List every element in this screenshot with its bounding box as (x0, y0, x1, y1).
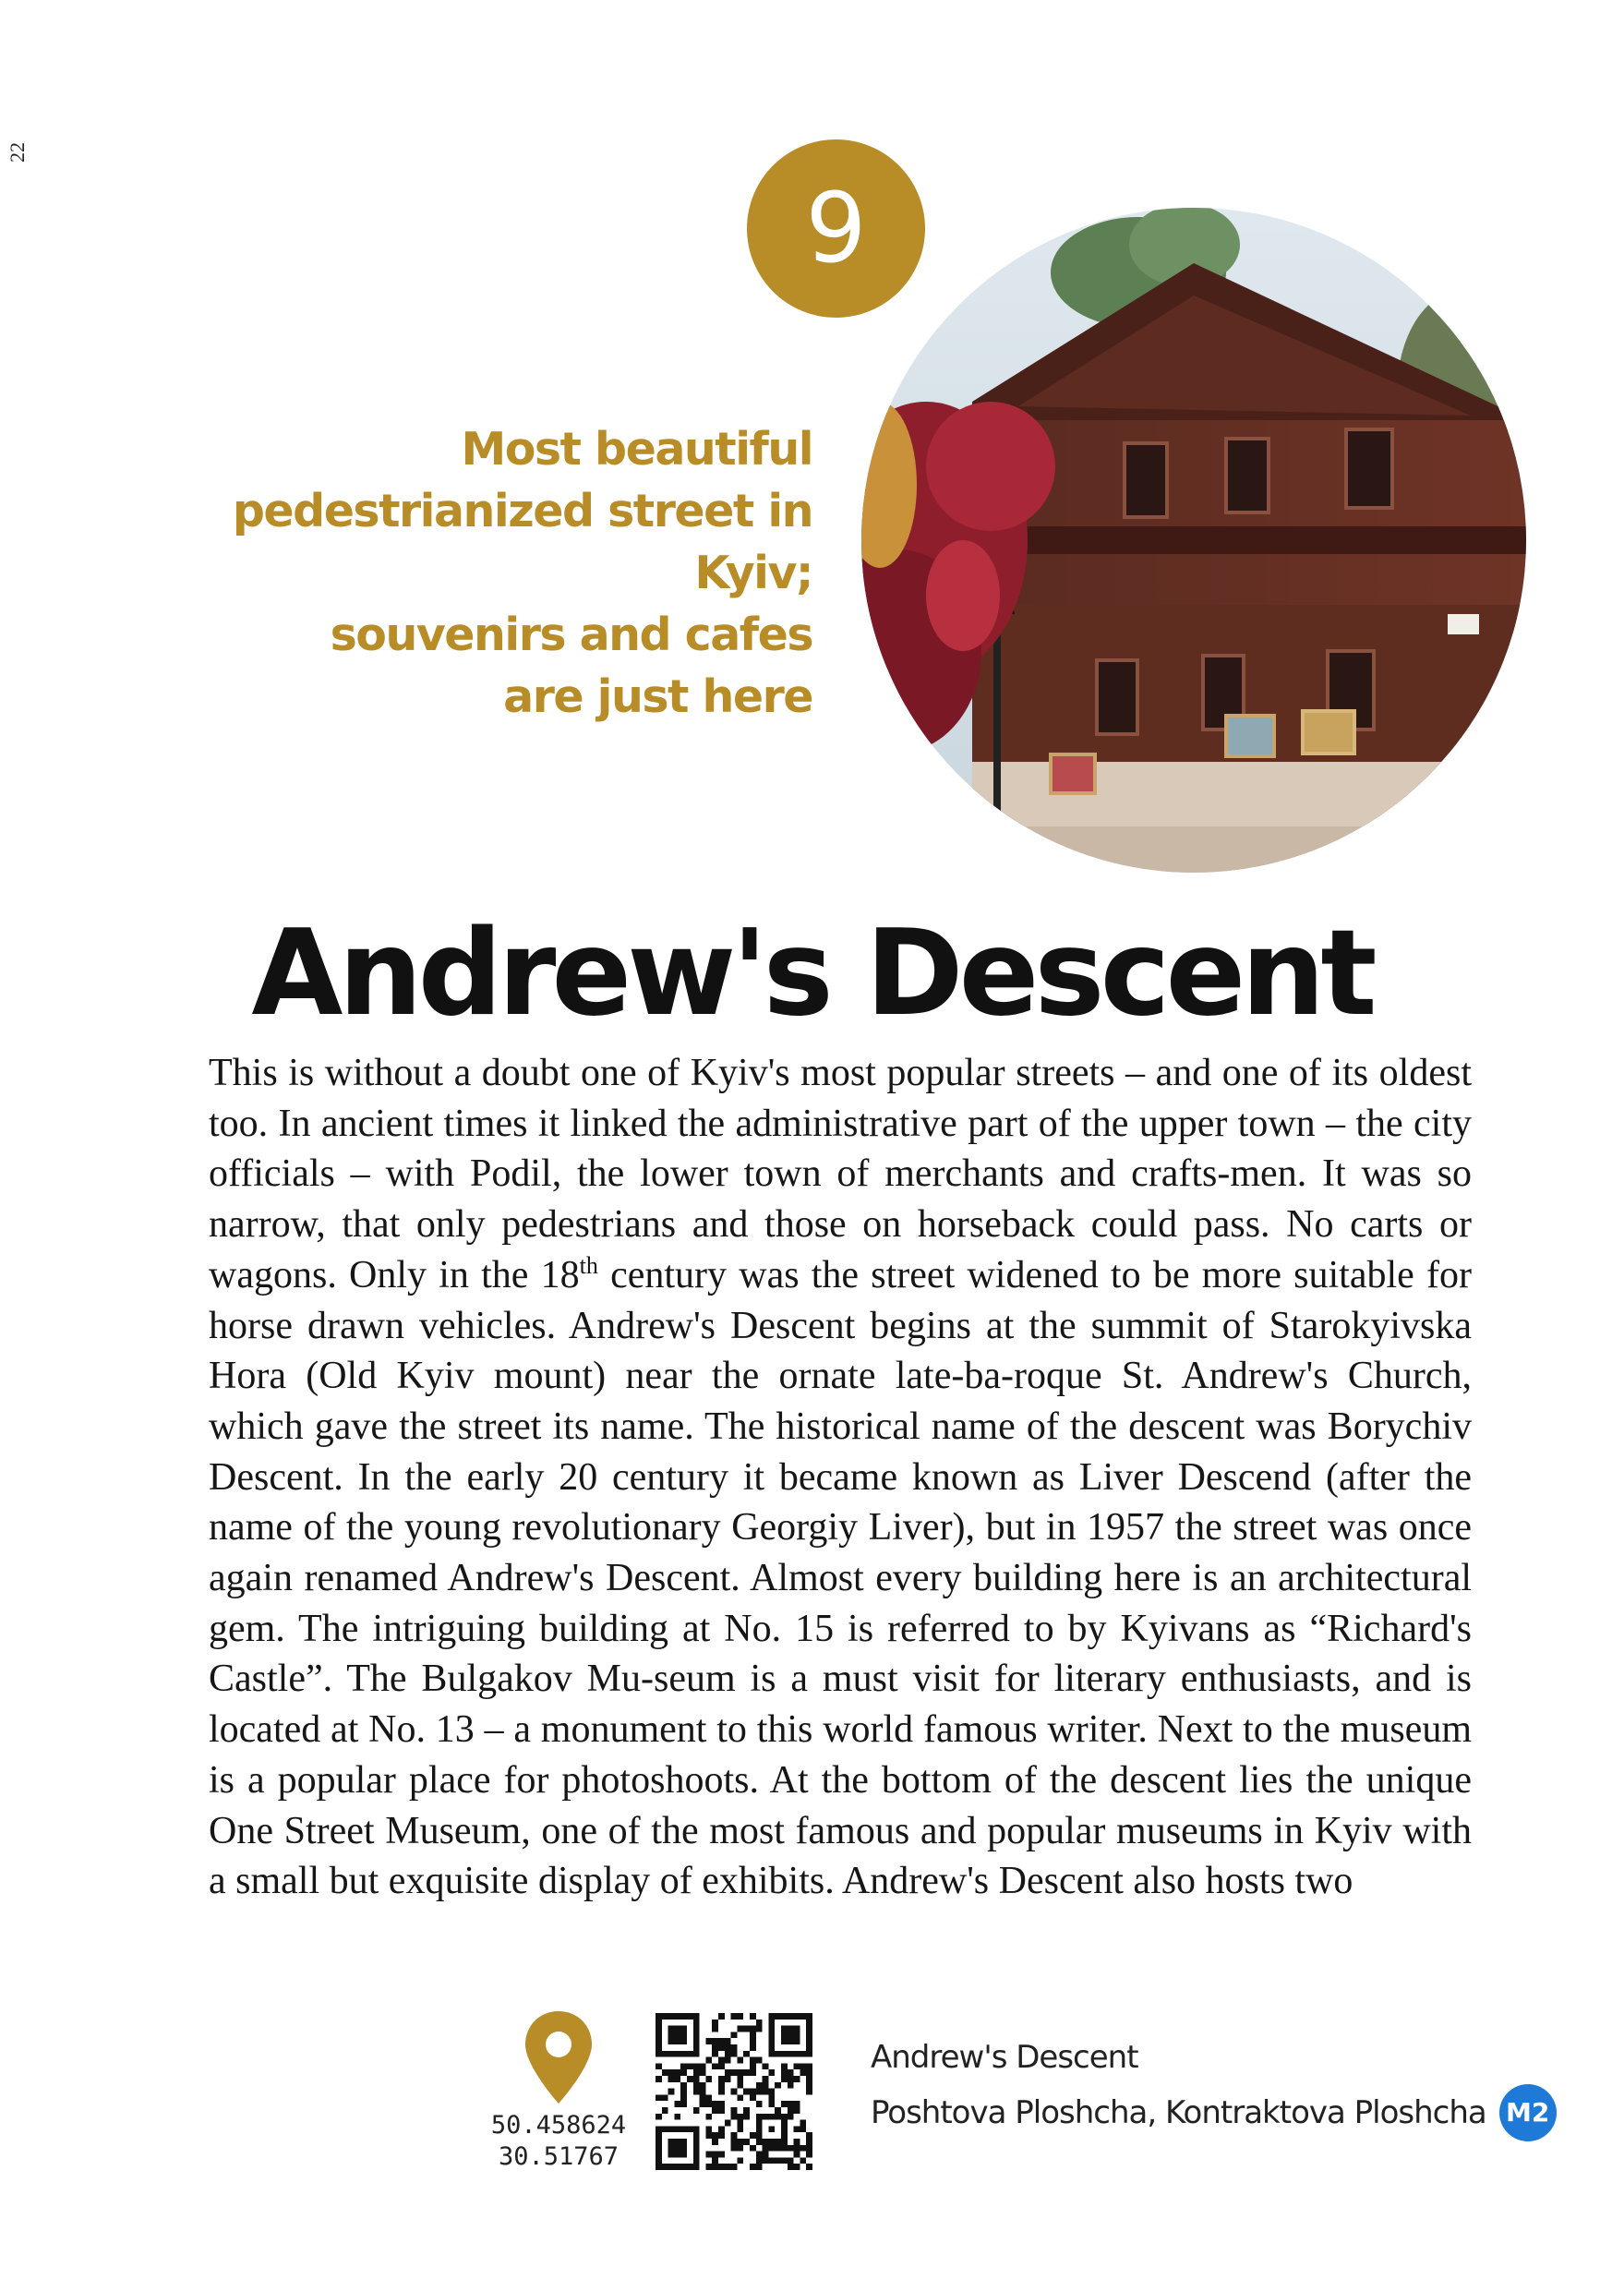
tagline-line: souvenirs and cafes (330, 609, 812, 661)
description-text (209, 1048, 1472, 1907)
attraction-number-badge: 9 (747, 139, 925, 318)
metro-stations-line (871, 2084, 1557, 2141)
wooden-house-photo (861, 208, 1526, 873)
location-name: Andrew's Descent (871, 2039, 1138, 2076)
body-text-part: This is without a doubt one of Kyiv's most popular streets – and one of its oldest too. In ancient times it linked the administrative part of the upper town – the city officials – with Podil, the lower town of merchants and crafts-men. It was so narrow, that only pedestrians and those on horseback could pass. No carts or wagons. Only in the 18 (209, 1052, 1472, 1296)
tagline-line: are just here (503, 670, 812, 723)
tagline-line: Most beautiful (461, 423, 812, 476)
tagline-line: pedestrianized street in Kyiv; (232, 485, 812, 599)
metro-line-badge: M2 (1499, 2084, 1557, 2141)
page-number: 22 (6, 142, 29, 163)
location-pin-icon (523, 2009, 595, 2105)
metro-stations: Poshtova Ploshcha, Kontraktova Ploshcha (871, 2094, 1486, 2131)
address-block (871, 2031, 1557, 2141)
page-title: Andrew's Descent (251, 905, 1373, 1043)
qr-code[interactable] (656, 2013, 812, 2170)
tagline (138, 418, 812, 728)
longitude: 30.51767 (498, 2142, 620, 2171)
ordinal-suffix: th (579, 1251, 598, 1279)
body-text-part: century was the street widened to be more suitable for horse drawn vehicles. Andrew's Descent begins at the summit of Starokyivska Hora (Old Kyiv mount) near the ornate late-ba-roque St. Andrew's Church, which gave the street its name. The historical name of the descent was Borychiv Descent. In the early 20 century it became known as Liver Descend (after the name of the young revolutionary Georgiy Liver), but in 1957 the street was once again renamed Andrew's Descent. Almost every building here is an architectural gem. The intriguing building at No. 15 is referred to by Kyivans as “Richard's Castle”. The Bulgakov Mu-seum is a must visit for literary enthusiasts, and is located at No. 13 – a monument to this world famous writer. Next to the museum is a popular place for photoshoots. At the bottom of the descent lies the unique One Street Museum, one of the most famous and popular museums in Kyiv with a small but exquisite display of exhibits. Andrew's Descent also hosts two (209, 1253, 1472, 1903)
coordinates (480, 2110, 637, 2173)
latitude: 50.458624 (490, 2111, 627, 2140)
